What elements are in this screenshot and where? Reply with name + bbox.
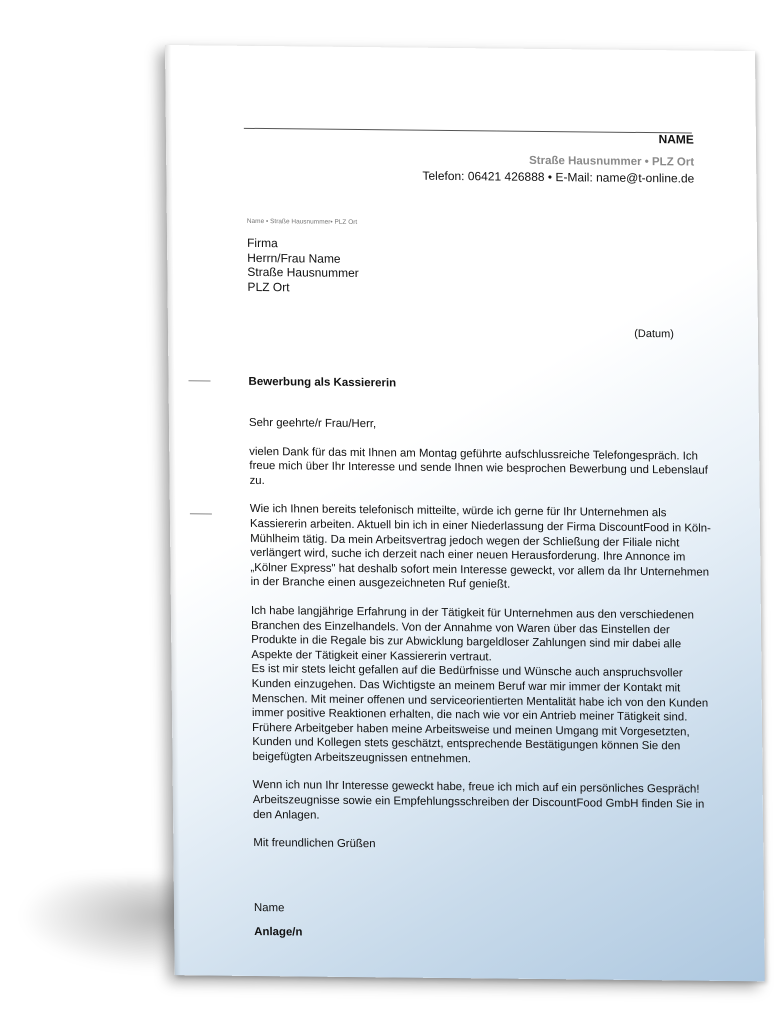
body-paragraph: Es ist mir stets leicht gefallen auf die Bedürfnisse und Wünsche auch anspruchsvoller Kunden einzugehen. Das Wichtigste an meinem Beruf war mir immer der Kontakt mit Menschen. Mit meiner offenen und serviceorientierten Mentalität habe ich von den Kunden immer positive Reaktionen erhalten, die nach wie vor ein Antrieb meiner Tätigkeit sind. Frühere Arbeitgeber haben meine Arbeitsweise und meinen Umgang mit Vorgesetzten, Kunden und Kollegen stets geschätzt, entsprechende Bestätigungen können Sie den beigefügten Arbeitszeugnissen entnehmen. [251, 663, 709, 766]
recipient-address [247, 236, 359, 295]
fold-mark [190, 513, 212, 514]
recipient-line: Straße Hausnummer [247, 264, 359, 281]
body-paragraph: Wenn ich nun Ihr Interesse geweckt habe, freue ich mich auf ein persönliches Gespräch! Arbeitszeugnisse sowie ein Empfehlungsschreiben der DiscountFood GmbH finden Sie in den Anlagen. [252, 779, 705, 822]
letter-page [165, 45, 765, 981]
recipient-line: Firma [246, 235, 278, 251]
sender-address: Straße Hausnummer • PLZ Ort [529, 154, 695, 169]
recipient-line: PLZ Ort [247, 279, 290, 294]
sender-contact: Telefon: 06421 426888 • E-Mail: name@t-online.de [422, 168, 695, 186]
body-paragraph: Ich habe langjährige Erfahrung in der Tätigkeit für Unternehmen aus den verschiedenen Branchen des Einzelhandels. Von der Annahme von Waren über das Einstellen der Produkte in die Regale bis zur Abwicklung bargeldloser Zahlungen sind mir dabei alle Aspekte der Tätigkeit einer Kassiererin vertraut. [250, 604, 694, 664]
letter-subject: Bewerbung als Kassiererin [248, 375, 397, 390]
header-rule [244, 128, 692, 134]
return-address-line: Name • Straße Hausnummer• PLZ Ort [246, 217, 358, 227]
enclosure: Anlage/n [254, 926, 303, 939]
salutation: Sehr geehrte/r Frau/Herr, [248, 416, 377, 431]
recipient-line: Herrn/Frau Name [247, 250, 341, 266]
body-paragraph: Wie ich Ihnen bereits telefonisch mitteilte, würde ich gerne für Ihr Unternehmen als Kassiererin arbeiten. Aktuell bin ich in einer Niederlassung der Firma DiscountFood in Köln-Mühlheim tätig. Da mein Arbeitsvertrag jedoch wegen der Schließung der Filiale nicht verlängert wird, suche ich derzeit nach einer neuen Herausforderung. Ihre Annonce im „Kölner Express" hat deshalb sofort mein Interesse geweckt, vor allem da Ihr Unternehmen in der Branche einen ausgezeichneten Ruf genießt. [249, 503, 711, 591]
sender-name: NAME [658, 132, 694, 147]
letter-body [249, 416, 717, 959]
signature-name: Name [253, 901, 285, 915]
fold-mark [189, 380, 211, 381]
closing: Mit freundlichen Grüßen [253, 837, 376, 851]
letter-date: (Datum) [634, 327, 675, 341]
body-paragraph: vielen Dank für das mit Ihnen am Montag geführte aufschlussreiche Telefongespräch. Ich freue mich über Ihr Interesse und sende Ihnen wie besprochen Bewerbung und Lebenslauf zu. [249, 445, 708, 487]
